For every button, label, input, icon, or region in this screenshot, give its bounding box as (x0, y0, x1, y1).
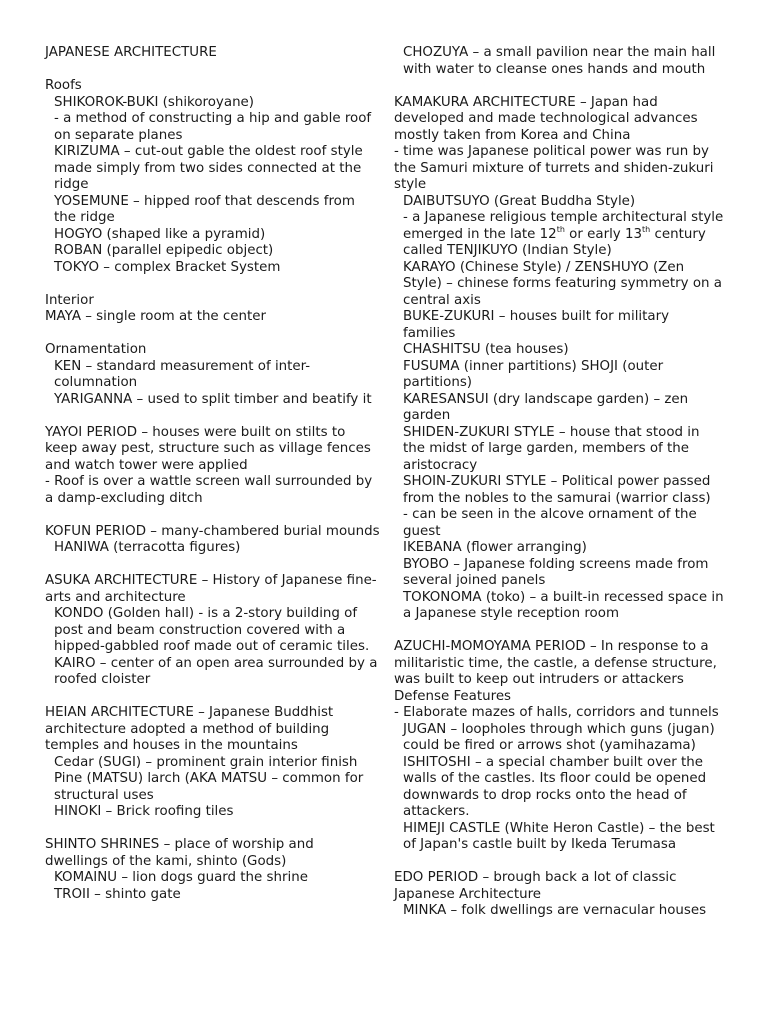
section-heading-interior: Interior (45, 292, 94, 308)
entry-troii: TROII – shinto gate (54, 886, 181, 902)
section-heading-roofs: Roofs (45, 78, 82, 93)
entry-kirizuma: KIRIZUMA – cut-out gable the oldest roof style made simply from two sides connected at the ridge (54, 144, 363, 192)
entry-himeji-castle: HIMEJI CASTLE (White Heron Castle) – the best of Japan's castle built by Ikeda Terumasa (403, 820, 715, 852)
entry-shoin-alcove: - can be seen in the alcove ornament of the guest (403, 507, 697, 539)
entry-daibutsuyo: DAIBUTSUYO (Great Buddha Style) (403, 193, 636, 209)
document-title: JAPANESE ARCHITECTURE (45, 45, 217, 60)
entry-maya: MAYA – single room at the center (45, 309, 267, 324)
entry-daibutsuyo-desc (394, 210, 724, 260)
entry-cedar: Cedar (SUGI) – prominent grain interior finish (54, 754, 358, 770)
entry-ikebana: IKEBANA (flower arranging) (403, 540, 587, 555)
entry-komainu: KOMAINU – lion dogs guard the shrine (54, 870, 308, 885)
entry-yayoi-period: YAYOI PERIOD – houses were built on stilts to keep away pest, structure such as village fences and watch tower were applied (45, 424, 371, 473)
entry-karayo: KARAYO (Chinese Style) / ZENSHUYO (Zen Style) – chinese forms featuring symmetry on a central axis (403, 259, 722, 308)
entry-shiden-zukuri: SHIDEN-ZUKURI STYLE – house that stood in the midst of large garden, members of the aristocracy (403, 424, 700, 473)
entry-karesansui: KARESANSUI (dry landscape garden) – zen garden (403, 391, 689, 423)
entry-ken: KEN – standard measurement of inter-columnation (54, 358, 311, 390)
entry-ishitoshi: ISHITOSHI – a special chamber built over the walls of the castles. Its floor could be opened downwards to drop rocks onto the head of attackers. (403, 754, 707, 819)
entry-asuka-architecture: ASUKA ARCHITECTURE – History of Japanese fine-arts and architecture (45, 573, 377, 605)
daibutsuyo-desc-part-a: - a Japanese religious temple architectural style emerged in the late 12 (403, 210, 724, 242)
entry-pine: Pine (MATSU) larch (AKA MATSU – common for structural uses (54, 771, 364, 803)
entry-kairo: KAIRO – center of an open area surrounded by a roofed cloister (54, 655, 378, 687)
entry-kamakura-time: - time was Japanese political power was run by the Samuri mixture of turrets and shiden-zukuri style (394, 144, 714, 192)
entry-chashitsu: CHASHITSU (tea houses) (403, 342, 569, 357)
entry-kamakura-architecture: KAMAKURA ARCHITECTURE – Japan had developed and made technological advances mostly taken from Korea and China (394, 94, 698, 143)
entry-shoin-zukuri: SHOIN-ZUKURI STYLE – Political power passed from the nobles to the samurai (warrior class) (403, 474, 711, 506)
entry-haniwa: HANIWA (terracotta figures) (54, 540, 241, 555)
entry-jugan: JUGAN – loopholes through which guns (jugan) could be fired or arrows shot (yamihazama) (403, 721, 715, 753)
entry-yariganna: YARIGANNA – used to split timber and beatify it (54, 391, 372, 407)
superscript-th: th (642, 224, 651, 234)
section-heading-ornamentation: Ornamentation (45, 342, 147, 357)
entry-tokonoma: TOKONOMA (toko) – a built-in recessed space in a Japanese style reception room (403, 589, 724, 621)
entry-minka: MINKA – folk dwellings are vernacular houses (403, 903, 707, 918)
entry-buke-zukuri: BUKE-ZUKURI – houses built for military families (403, 309, 670, 341)
entry-kondo: KONDO (Golden hall) - is a 2-story building of post and beam construction covered with a hipped-gabbled roof made out of ceramic tiles. (54, 606, 370, 654)
entry-shikorok-buki: SHIKOROK-BUKI (shikoroyane) (54, 94, 255, 110)
entry-yosemune: YOSEMUNE – hipped roof that descends from the ridge (54, 193, 355, 225)
entry-roban: ROBAN (parallel epipedic object) (54, 243, 274, 258)
entry-kofun-period: KOFUN PERIOD – many-chambered burial mounds (45, 523, 380, 539)
entry-heian-architecture: HEIAN ARCHITECTURE – Japanese Buddhist architecture adopted a method of building temples and houses in the mountains (45, 705, 334, 753)
superscript-th: th (556, 224, 565, 234)
entry-byobo: BYOBO – Japanese folding screens made from several joined panels (403, 556, 709, 588)
right-column (394, 45, 724, 920)
daibutsuyo-desc-part-b: or early 13 (564, 226, 643, 242)
entry-tokyo: TOKYO – complex Bracket System (54, 259, 281, 275)
left-column (45, 45, 380, 903)
entry-edo-period: EDO PERIOD – brough back a lot of classic Japanese Architecture (394, 870, 677, 902)
entry-shikorok-desc: - a method of constructing a hip and gable roof on separate planes (54, 111, 372, 143)
entry-hogyo: HOGYO (shaped like a pyramid) (54, 226, 266, 242)
entry-hinoki: HINOKI – Brick roofing tiles (54, 804, 234, 819)
entry-shinto-shrines: SHINTO SHRINES – place of worship and dwellings of the kami, shinto (Gods) (45, 837, 314, 869)
entry-elaborate-mazes: - Elaborate mazes of halls, corridors and tunnels (394, 705, 719, 720)
entry-chozuya: CHOZUYA – a small pavilion near the main hall with water to cleanse ones hands and mouth (403, 45, 716, 77)
entry-azuchi-momoyama: AZUCHI-MOMOYAMA PERIOD – In response to a militaristic time, the castle, a defense structure, was built to keep out intruders or attackers Defense Features (394, 639, 717, 704)
entry-yayoi-roof: - Roof is over a wattle screen wall surrounded by a damp-excluding ditch (45, 474, 373, 506)
daibutsuyo-desc-part-c: century called TENJIKUYO (Indian Style) (403, 226, 706, 258)
entry-fusuma: FUSUMA (inner partitions) SHOJI (outer partitions) (403, 358, 664, 390)
